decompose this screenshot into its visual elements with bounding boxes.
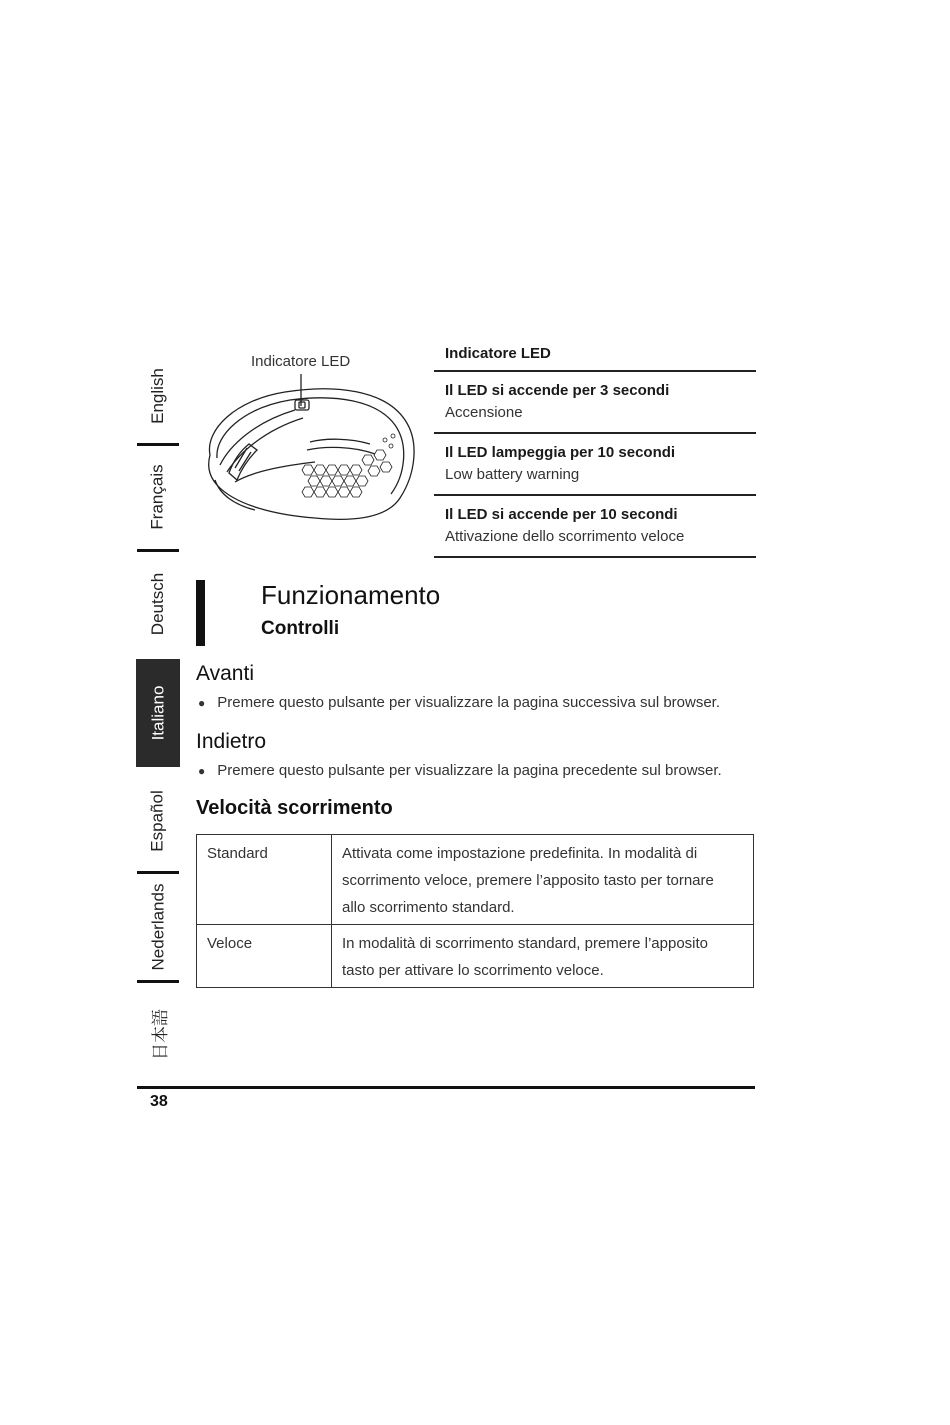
scroll-speed-table bbox=[196, 834, 754, 988]
tab-espanol[interactable] bbox=[136, 776, 180, 866]
speed-desc-cell: Attivata come impostazione predefinita. In modalità di scorrimento veloce, premere l’apposito tasto per tornare allo scorrimento standard. bbox=[332, 835, 754, 925]
tab-japanese-label: 日本語 bbox=[150, 1008, 170, 1060]
tab-divider bbox=[137, 549, 179, 552]
tab-divider bbox=[137, 980, 179, 983]
tab-nederlands-label: Nederlands bbox=[148, 883, 168, 971]
tab-espanol-label: Español bbox=[148, 790, 167, 852]
footer-rule bbox=[137, 1086, 755, 1089]
wireless-mouse-illustration bbox=[195, 370, 425, 530]
section-accent-bar bbox=[196, 580, 205, 646]
section-title: Funzionamento bbox=[261, 580, 441, 610]
list-item bbox=[198, 762, 722, 780]
tab-italiano-label: Italiano bbox=[148, 685, 168, 741]
language-tabs bbox=[0, 0, 190, 1100]
table-row bbox=[434, 372, 756, 434]
tab-deutsch[interactable] bbox=[136, 555, 180, 653]
speed-desc-cell: In modalità di scorrimento standard, premere l’apposito tasto per attivare lo scorrimento veloce. bbox=[332, 925, 754, 988]
led-callout-label: Indicatore LED bbox=[251, 353, 351, 370]
tab-english-label: English bbox=[148, 368, 168, 424]
bullet-text: Premere questo pulsante per visualizzare la pagina precedente sul browser. bbox=[217, 762, 722, 779]
led-indicator-table bbox=[434, 345, 756, 558]
led-table-header: Indicatore LED bbox=[434, 345, 756, 372]
tab-english[interactable] bbox=[136, 350, 180, 442]
tab-francais[interactable] bbox=[136, 447, 180, 547]
led-row-desc: Attivazione dello scorrimento veloce bbox=[445, 528, 685, 545]
table-row bbox=[434, 434, 756, 496]
bullet-icon: ● bbox=[198, 764, 206, 778]
led-row-desc: Accensione bbox=[445, 404, 523, 421]
led-row-title: Il LED si accende per 10 secondi bbox=[445, 506, 678, 523]
heading-indietro: Indietro bbox=[196, 730, 267, 753]
tab-divider bbox=[137, 443, 179, 446]
speed-mode-cell: Veloce bbox=[197, 925, 332, 988]
bullet-text: Premere questo pulsante per visualizzare la pagina successiva sul browser. bbox=[217, 694, 721, 711]
speed-mode-cell: Standard bbox=[197, 835, 332, 925]
page-number: 38 bbox=[150, 1093, 168, 1110]
led-row-title: Il LED si accende per 3 secondi bbox=[445, 382, 670, 399]
tab-japanese[interactable] bbox=[136, 1002, 180, 1066]
led-row-desc: Low battery warning bbox=[445, 466, 580, 483]
tab-francais-label: Français bbox=[148, 464, 167, 530]
table-row bbox=[434, 496, 756, 558]
table-row bbox=[197, 835, 754, 925]
led-row-title: Il LED lampeggia per 10 secondi bbox=[445, 444, 676, 461]
tab-deutsch-label: Deutsch bbox=[148, 572, 167, 636]
heading-velocita: Velocità scorrimento bbox=[196, 797, 393, 819]
tab-italiano[interactable] bbox=[136, 659, 180, 767]
tab-nederlands[interactable] bbox=[136, 874, 180, 980]
list-item bbox=[198, 694, 720, 712]
heading-avanti: Avanti bbox=[196, 662, 254, 685]
table-row bbox=[197, 925, 754, 988]
bullet-icon: ● bbox=[198, 696, 206, 710]
section-subtitle: Controlli bbox=[261, 618, 340, 639]
